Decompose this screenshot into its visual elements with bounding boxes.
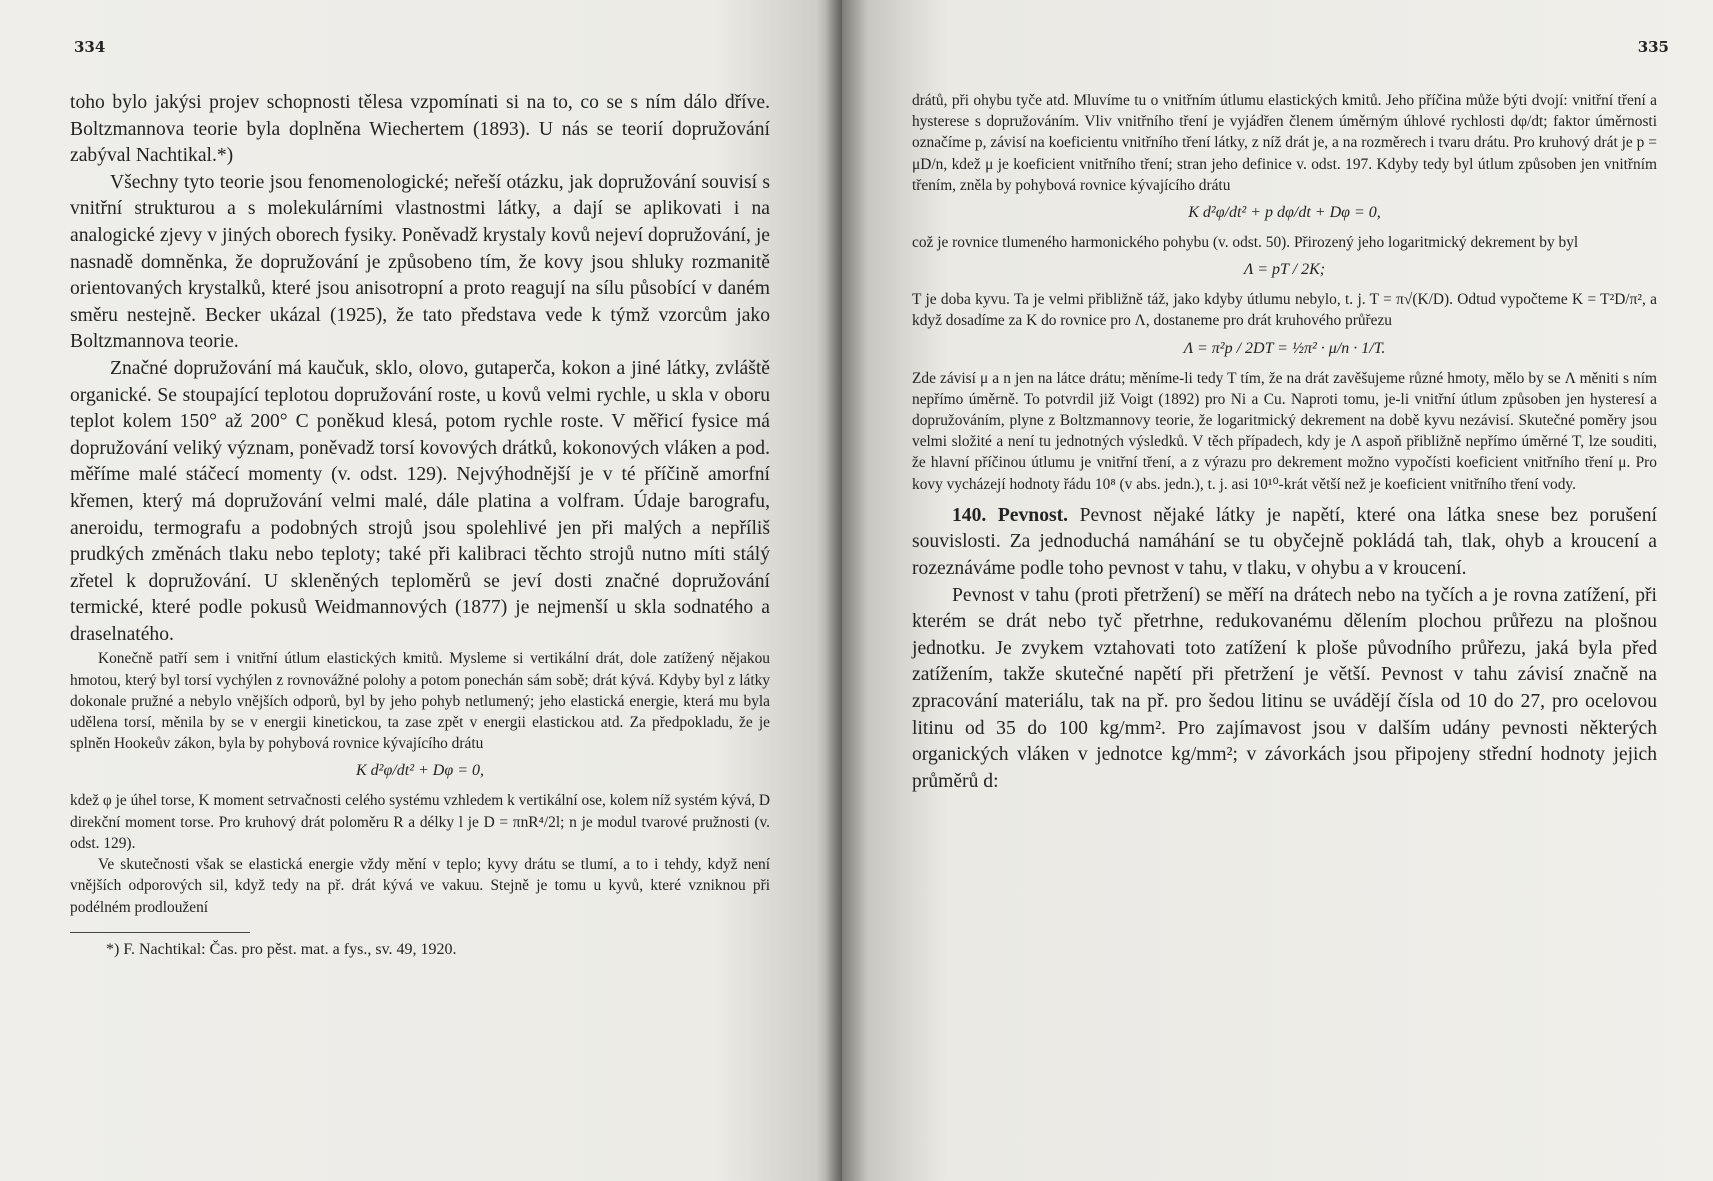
left-page-text: [70, 90, 770, 961]
left-page: [0, 0, 842, 1181]
page-number-right: 335: [1637, 38, 1669, 56]
paragraph: toho bylo jakýsi projev schopnosti tělesa vzpomínati si na to, co se s ním dálo dříve. Boltzmannova teorie byla doplněna Wiechertem (1893). U nás se teorií dopružování zabýval Nachtikal.*): [70, 92, 770, 167]
section-heading: 140. Pevnost.: [952, 504, 1069, 526]
section-paragraph: [912, 503, 1657, 583]
small-paragraph: kdež φ je úhel torse, K moment setrvačnosti celého systému vzhledem k vertikální ose, kolem níž systém kývá, D direkční moment torse. Pro kruhový drát poloměru R a délky l je D = πnR⁴/2l; n je modul tvarové pružnosti (v. odst. 129).: [70, 792, 771, 852]
equation: Λ = π²p / 2DT = ½π² · μ/n · 1/T.: [1183, 339, 1386, 357]
page-number-left: 334: [74, 38, 106, 56]
small-paragraph: Konečně patří sem i vnitřní útlum elastických kmitů. Mysleme si vertikální drát, dole zatížený nějakou hmotou, který byl torsí vychýlen z rovnovážné polohy a potom ponechán sám sobě; drát kývá. Kdyby byl z látky dokonale pružné a nebylo vnějších odporů, byl by jeho pohyb netlumený; jeho elastická energie, která mu byla udělena torsí, měnila by se v energii kinetickou, ta zase zpět v energii elastickou atd. Za předpokladu, že je splněn Hookeův zákon, byla by pohybová rovnice kývajícího drátu: [70, 650, 770, 753]
footnote: *) F. Nachtikal: Čas. pro pěst. mat. a fys., sv. 49, 1920.: [106, 940, 457, 958]
section-text: Pevnost nějaké látky je napětí, které ona látka snese bez porušení souvislosti. Za jednoduchá namáhání se tu obyčejně pokládá tah, tlak, ohyb a kroucení a rozeznáváme podle toho pevnost v tahu, v tlaku, v ohybu a v kroucení.: [912, 504, 1657, 580]
section-paragraph: Pevnost v tahu (proti přetržení) se měří na drátech nebo na tyčích a je rovna zatížení, při kterém se drát nebo tyč přetrhne, redukovanému dělením plochou průřezu na plošnou jednotku. Je zvykem vztahovati toto zatížení k ploše původního průřezu, jaká byla před zatížením, takže skutečné napětí při přetržení je větší. Pevnost v tahu závisí značně na zpracování materiálu, tak na př. pro šedou litinu se uvádějí čísla od 10 do 27, pro ocelovou litinu od 35 do 100 kg/mm². Pro zajímavost jsou v dalším udány pevnosti některých organických vláken v jednotce kg/mm²; v závorkách jsou připojeny střední hodnoty jejich průměrů d:: [912, 584, 1657, 792]
small-paragraph: drátů, při ohybu tyče atd. Mluvíme tu o vnitřním útlumu elastických kmitů. Jeho příčina může býti dvojí: vnitřní tření a hysterese s dopružováním. Vliv vnitřního tření je vyjádřen členem úměrným úhlové rychlosti dφ/dt; faktor úměrnosti označíme p, závisí na koeficientu vnitřního tření látky, z níž drát je, a na rozměrech i tvaru drátu. Pro kruhový drát je p = μD/n, kdež μ je koeficient vnitřního tření; stran jeho definice v. odst. 197. Kdyby tedy byl útlum způsoben jen vnitřním třením, zněla by pohybová rovnice kývajícího drátu: [912, 92, 1657, 194]
small-paragraph: Ve skutečnosti však se elastická energie vždy mění v teplo; kyvy drátu se tlumí, a to i tehdy, když není vnějších odporových sil, když tedy na př. drát kývá ve vakuu. Stejně je tomu u kyvů, které vzniknou při podélném prodloužení: [70, 856, 770, 916]
small-paragraph: T je doba kyvu. Ta je velmi přibližně táž, jako kdyby útlumu nebylo, t. j. T = π√(K/D). Odtud vypočteme K = T²D/π², a když dosadíme za K do rovnice pro Λ, dostaneme pro drát kruhového průřezu: [912, 291, 1657, 330]
right-page: [842, 0, 1713, 1181]
paragraph: Všechny tyto teorie jsou fenomenologické; neřeší otázku, jak dopružování souvisí s vnitřní strukturou a s molekulárními vlastnostmi látky, a dají se aplikovati i na analogické zjevy v jiných oborech fysiky. Poněvadž krystaly kovů nejeví dopružování, je nasnadě domněnka, že dopružování je způsobeno tím, že kovy jsou shluky rozmanitě orientovaných krystalků, které jsou anisotropní a proto reagují na sílu působící v daném směru nestejně. Becker ukázal (1925), že tato představa vede k týmž vzorcům jako Boltzmannova teorie.: [70, 171, 770, 353]
equation: K d²φ/dt² + Dφ = 0,: [355, 762, 484, 780]
right-page-text: [912, 90, 1657, 795]
footnote-rule: [70, 932, 250, 933]
equation: K d²φ/dt² + p dφ/dt + Dφ = 0,: [1188, 204, 1381, 222]
paragraph: Značné dopružování má kaučuk, sklo, olovo, gutaperča, kokon a jiné látky, zvláště organické. Se stoupající teplotou dopružování roste, u kovů velmi rychle, u skla v oboru teplot kolem 150° až 200° C poněkud klesá, potom rychle roste. V měřicí fysice má dopružování veliký význam, poněvadž torsí kovových drátků, kokonových vláken a pod. měříme malé stáčecí momenty (v. odst. 129). Nejvýhodnější je v té příčině amorfní křemen, který má dopružování velmi malé, dále platina a volfram. Údaje barografu, aneroidu, termografu a podobných strojů jsou spolehlivé jen při malých a nepříliš prudkých změnách tlaku nebo teploty; také při kalibraci těchto strojů nutno míti stálý zřetel k dopružování. U skleněných teploměrů se jeví dosti značné dopružování termické, které podle pokusů Weidmannových (1877) je nejmenší u skla sodnatého a draselnatého.: [70, 357, 770, 645]
small-paragraph: Zde závisí μ a n jen na látce drátu; měníme-li tedy T tím, že na drát zavěšujeme různé hmoty, mělo by se Λ měniti s ním nepřímo úměrně. To potvrdil již Voigt (1892) pro Ni a Cu. Naproti tomu, je-li vnitřní útlum způsoben jen hysteresí a dopružováním, plyne z Boltzmannovy teorie, že logaritmický dekrement na době kyvu nezávisí. Skutečné poměry jsou velmi složité a není tu jednotných výsledků. V těch případech, kdy je Λ aspoň přibližně nepřímo úměrné T, lze souditi, že hlavní příčinou útlumu je vnitřní tření, a z výrazu pro dekrement možno vypočísti koeficient vnitřního tření μ. Pro kovy vycházejí hodnoty řádu 10⁸ (v abs. jedn.), t. j. asi 10¹⁰-krát větší než je koeficient vnitřního tření vody.: [912, 369, 1657, 493]
small-paragraph: což je rovnice tlumeného harmonického pohybu (v. odst. 50). Přirozený jeho logaritmický dekrement by byl: [912, 234, 1579, 252]
equation: Λ = pT / 2K;: [1243, 261, 1326, 279]
